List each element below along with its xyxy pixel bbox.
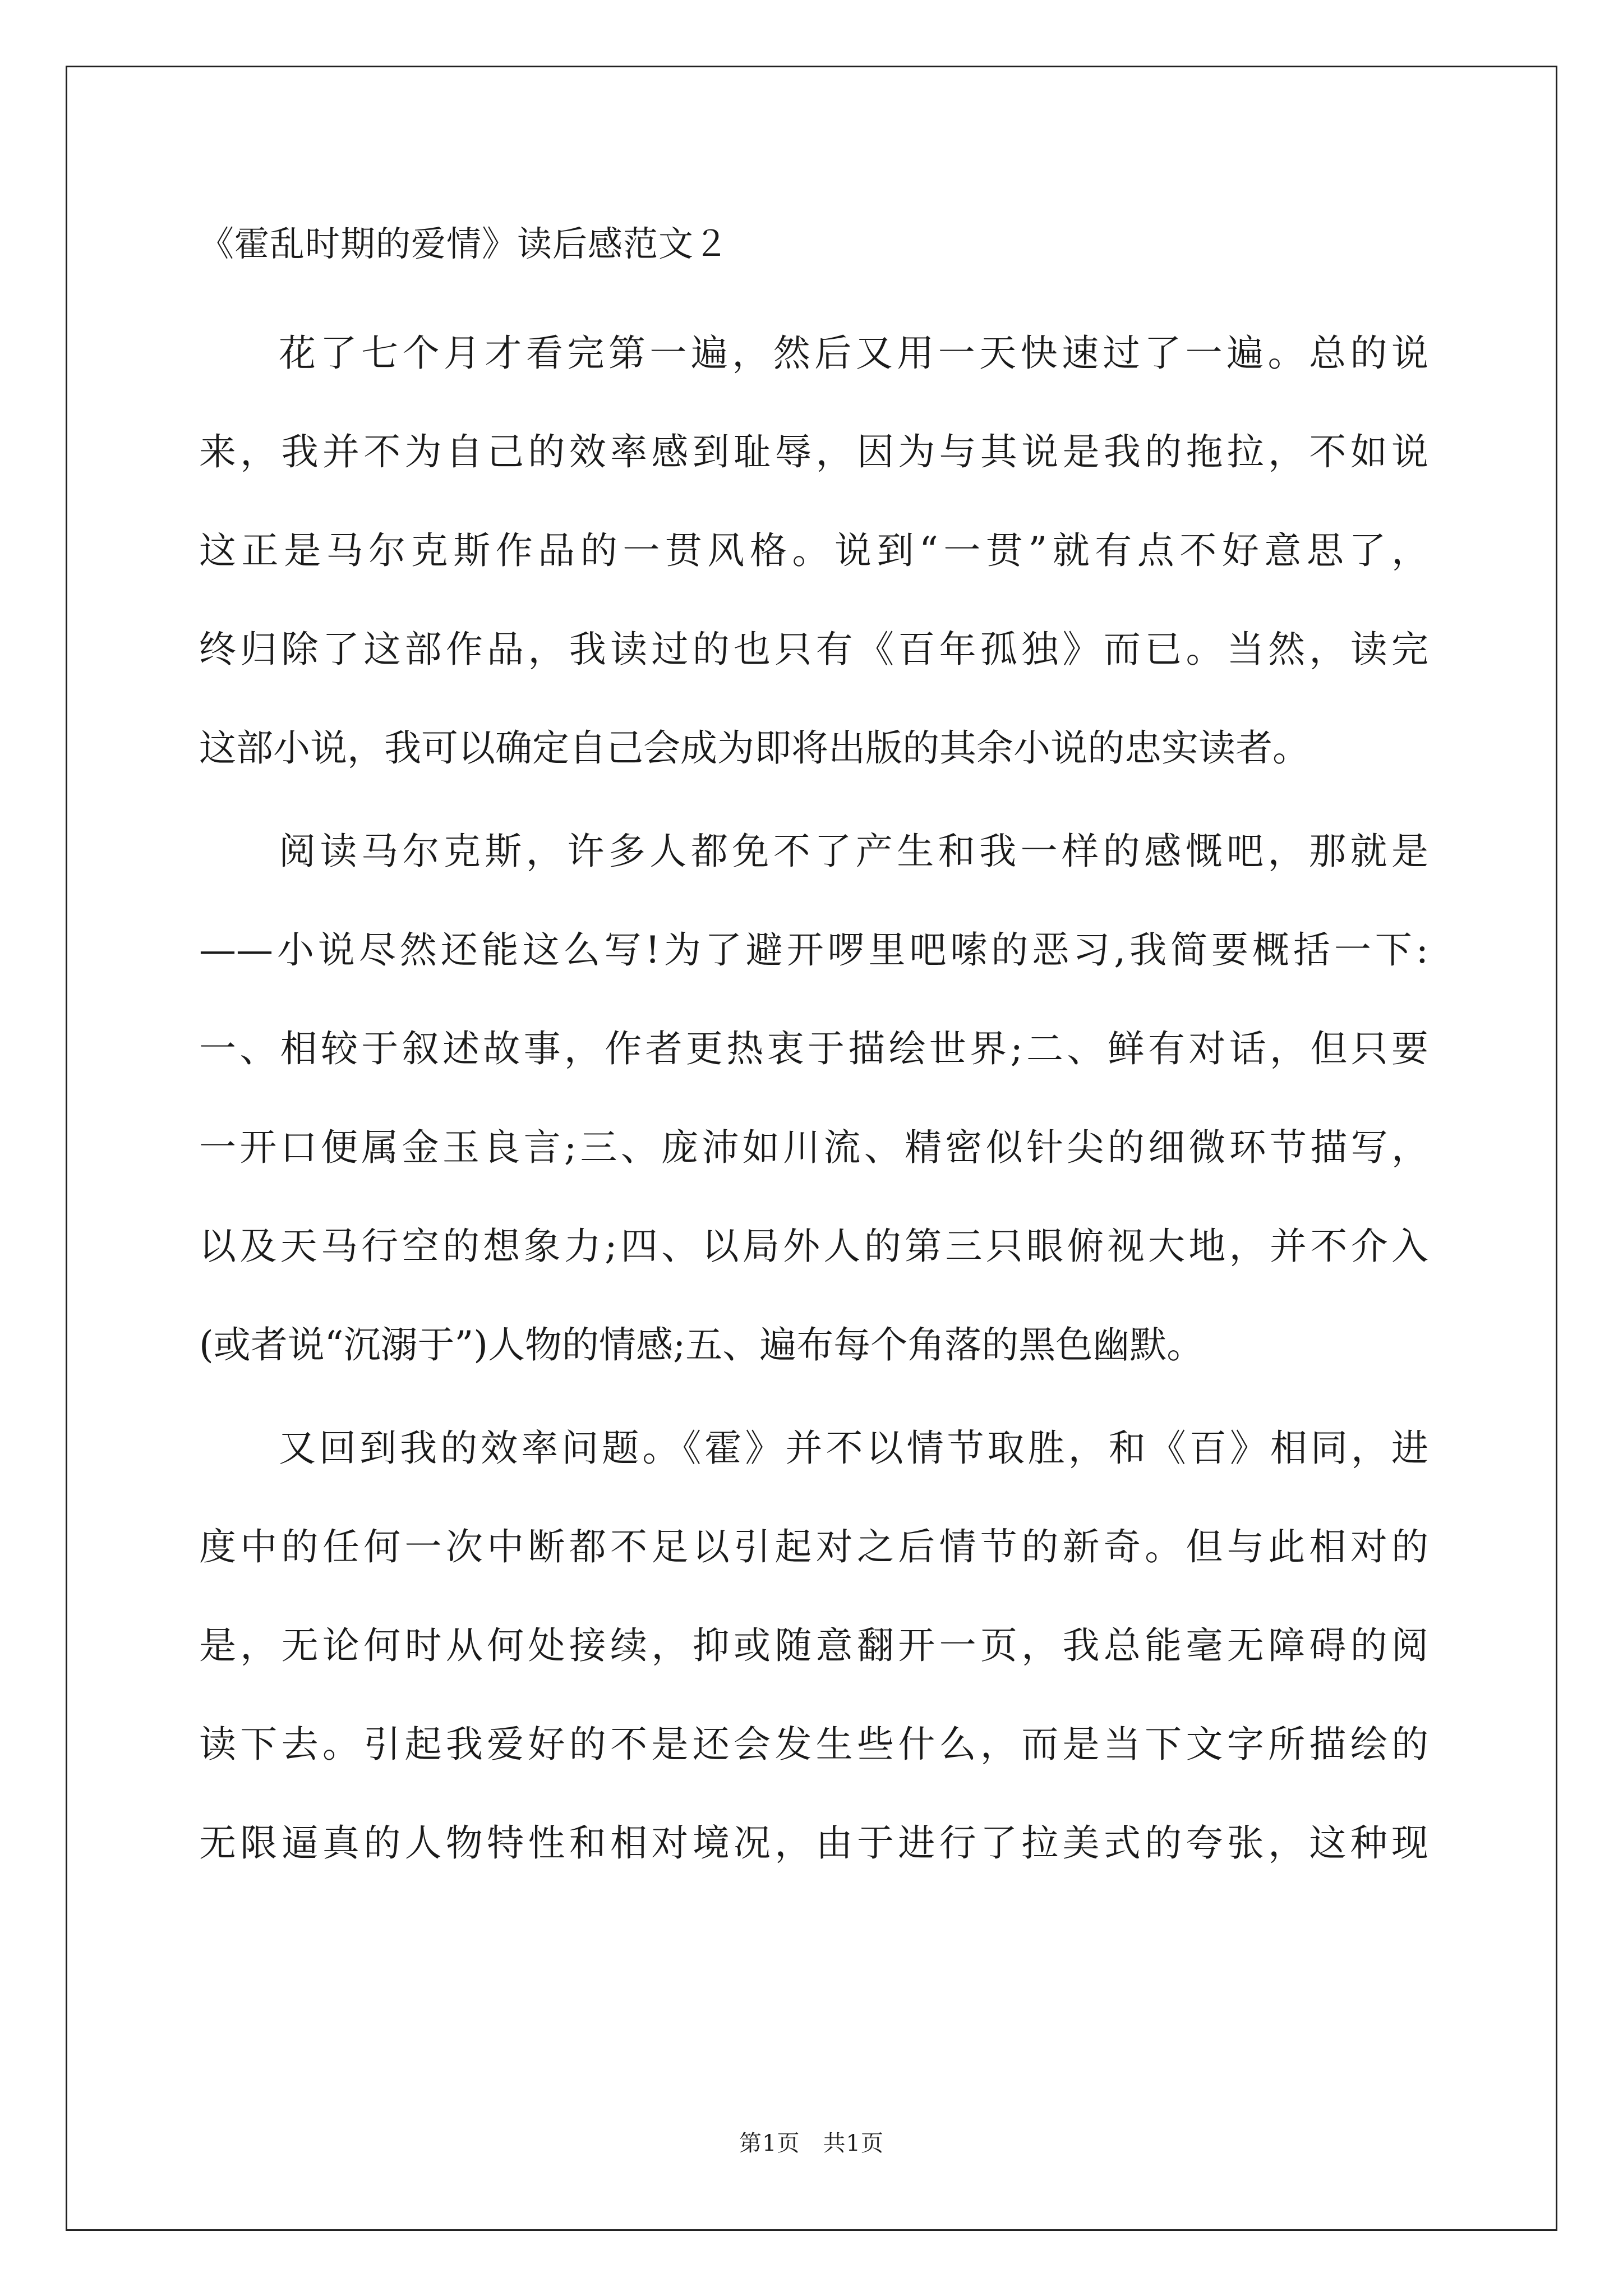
paragraph-1-line-2: 来，我并不为自己的效率感到耻辱，因为与其说是我的拖拉，不如说 [199,430,1428,473]
paragraph-3-line-5: 无限逼真的人物特性和相对境况，由于进行了拉美式的夸张，这种现 [199,1821,1428,1865]
paragraph-3-line-1: 又回到我的效率问题。《霍》并不以情节取胜，和《百》相同，进 [279,1427,1428,1470]
paragraph-2-line-4: 一开口便属金玉良言;三、庞沛如川流、精密似针尖的细微环节描写， [199,1126,1428,1169]
page-number-footer: 第1页 共1页 [739,2131,884,2156]
paragraph-2-line-2: ——小说尽然还能这么写!为了避开啰里吧嗦的恶习,我简要概括一下: [199,928,1428,972]
paragraph-2-line-5: 以及天马行空的想象力;四、以局外人的第三只眼俯视大地，并不介入 [199,1225,1428,1268]
paragraph-3-line-4: 读下去。引起我爱好的不是还会发生些什么，而是当下文字所描绘的 [199,1723,1428,1766]
paragraph-3-line-2: 度中的任何一次中断都不足以引起对之后情节的新奇。但与此相对的 [199,1525,1428,1568]
paragraph-2-line-3: 一、相较于叙述故事，作者更热衷于描绘世界;二、鲜有对话，但只要 [199,1027,1428,1070]
paragraph-1-line-4: 终归除了这部作品，我读过的也只有《百年孤独》而已。当然，读完 [199,628,1428,671]
paragraph-2-line-6: (或者说“沉溺于”)人物的情感;五、遍布每个角落的黑色幽默。 [199,1323,1204,1366]
document-title: 《霍乱时期的爱情》读后感范文２ [199,223,730,264]
paragraph-1-line-5: 这部小说，我可以确定自己会成为即将出版的其余小说的忠实读者。 [199,726,1310,770]
paragraph-2-line-1: 阅读马尔克斯，许多人都免不了产生和我一样的感慨吧，那就是 [279,830,1428,873]
paragraph-3-line-3: 是，无论何时从何处接续，抑或随意翻开一页，我总能毫无障碍的阅 [199,1624,1428,1667]
paragraph-1-line-3: 这正是马尔克斯作品的一贯风格。说到“一贯”就有点不好意思了， [199,529,1428,572]
paragraph-1-line-1: 花了七个月才看完第一遍，然后又用一天快速过了一遍。总的说 [279,332,1428,375]
